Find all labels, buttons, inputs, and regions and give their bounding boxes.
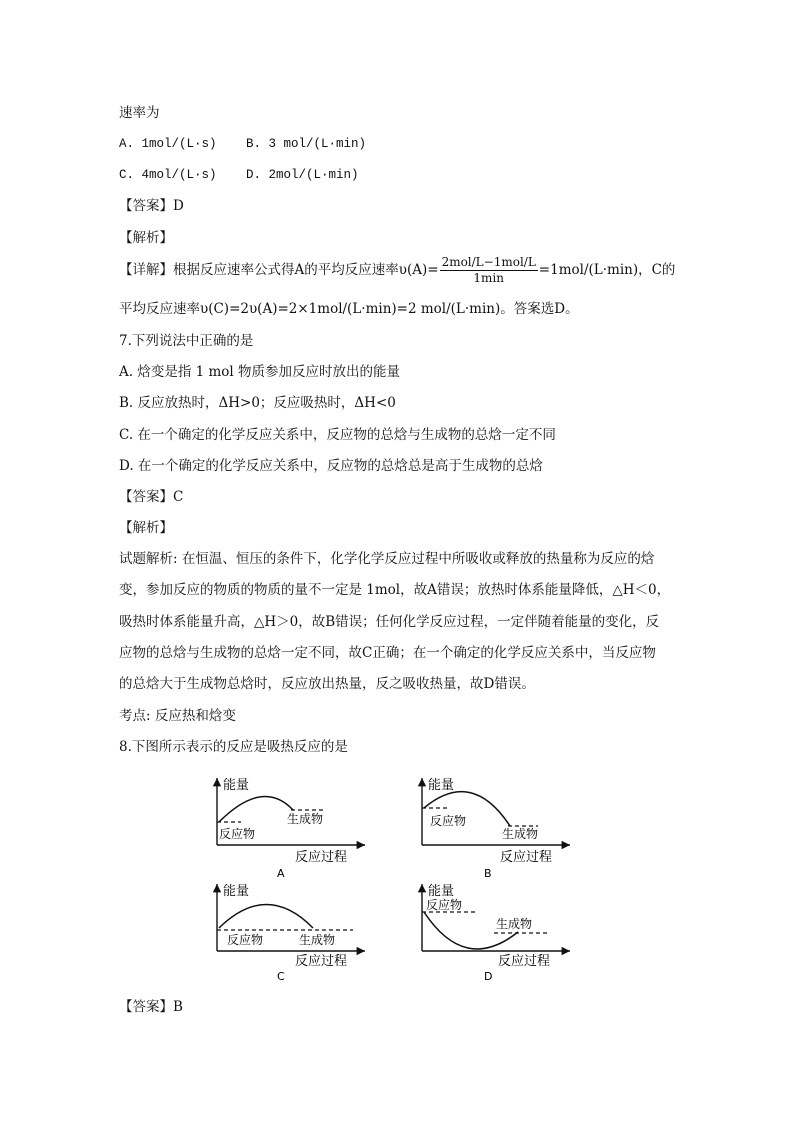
reactant-label: 反应物 — [227, 933, 264, 947]
energy-curve — [219, 797, 293, 822]
q6-detail-line2: 平均反应速率υ(C)=2υ(A)=2×1mol/(L·min)=2 mol/(L·min)。答案选D。 — [119, 301, 579, 317]
q6-option-a: A. 1mol/(L·s) — [119, 137, 217, 151]
q7-option-a: A. 焓变是指 1 mol 物质参加反应时放出的能量 — [119, 364, 401, 380]
q7-option-b: B. 反应放热时，ΔH>0；反应吸热时，ΔH<0 — [119, 395, 396, 411]
q6-answer: 【答案】D — [119, 198, 184, 214]
q7-analysis-line: 的总焓大于生成物总焓时，反应放出热量，反之吸收热量，故D错误。 — [119, 676, 535, 692]
q7-analysis-heading: 【解析】 — [119, 520, 173, 536]
reactant-label: 反应物 — [430, 814, 467, 828]
y-axis-label: 能量 — [428, 884, 455, 899]
q8-stem: 8.下图所示表示的反应是吸热反应的是 — [119, 739, 348, 755]
diagram-caption: B — [484, 867, 492, 880]
q6-fraction-numerator: 2mol/L−1mol/L — [441, 255, 536, 269]
q7-stem: 7.下列说法中正确的是 — [119, 333, 254, 349]
q7-analysis-line: 吸热时体系能量升高，△H＞0，故B错误；任何化学反应过程，一定伴随着能量的变化，反 — [119, 614, 660, 630]
x-axis-label: 反应过程 — [295, 954, 348, 969]
diagram-caption: D — [484, 970, 493, 983]
product-label: 生成物 — [287, 812, 324, 826]
y-axis-label: 能量 — [428, 778, 455, 793]
q6-option-d: D. 2mol/(L·min) — [246, 168, 359, 182]
q6-analysis-heading: 【解析】 — [119, 230, 173, 246]
q6-option-b: B. 3 mol/(L·min) — [246, 137, 367, 151]
q7-option-d: D. 在一个确定的化学反应关系中，反应物的总焓总是高于生成物的总焓 — [119, 458, 543, 474]
x-axis-label: 反应过程 — [295, 850, 348, 865]
product-label: 生成物 — [496, 917, 533, 931]
q6-rate-fraction — [440, 255, 538, 286]
y-axis-label: 能量 — [223, 884, 250, 899]
energy-diagram-d — [410, 876, 580, 986]
energy-diagram-b — [410, 770, 580, 880]
x-axis-label: 反应过程 — [498, 954, 551, 969]
q6-detail-line1 — [119, 255, 675, 286]
diagram-caption: A — [277, 867, 285, 880]
q6-option-c: C. 4mol/(L·s) — [119, 168, 217, 182]
q7-kaodian: 考点: 反应热和焓变 — [119, 708, 236, 724]
q6-fraction-denominator: 1min — [473, 271, 504, 285]
energy-diagram-c — [205, 876, 375, 986]
q6-detail-suffix: =1mol/(L·min)，C的 — [538, 262, 676, 278]
q7-analysis-line: 试题解析: 在恒温、恒压的条件下，化学化学反应过程中所吸收或释放的热量称为反应的焓 — [119, 551, 655, 567]
reactant-label: 反应物 — [219, 827, 256, 841]
product-label: 生成物 — [299, 933, 336, 947]
q6-detail-prefix: 【详解】根据反应速率公式得A的平均反应速率υ(A)= — [119, 262, 439, 278]
q7-answer: 【答案】C — [119, 489, 184, 505]
y-axis-label: 能量 — [223, 778, 250, 793]
q7-analysis-line: 变，参加反应的物质的物质的量不一定是 1mol，故A错误；放热时体系能量降低，△H＜0， — [119, 582, 671, 598]
q6-stem-tail: 速率为 — [119, 105, 160, 121]
x-axis-label: 反应过程 — [500, 850, 553, 865]
q8-answer: 【答案】B — [119, 999, 183, 1015]
energy-diagram-a — [205, 770, 375, 880]
product-label: 生成物 — [502, 827, 539, 841]
q7-option-c: C. 在一个确定的化学反应关系中，反应物的总焓与生成物的总焓一定不同 — [119, 427, 556, 443]
energy-curve — [219, 905, 313, 929]
q7-analysis-line: 应物的总焓与生成物的总焓一定不同，故C正确；在一个确定的化学反应关系中，当反应物 — [119, 645, 656, 661]
diagram-caption: C — [277, 970, 285, 983]
reactant-label: 反应物 — [426, 898, 463, 912]
